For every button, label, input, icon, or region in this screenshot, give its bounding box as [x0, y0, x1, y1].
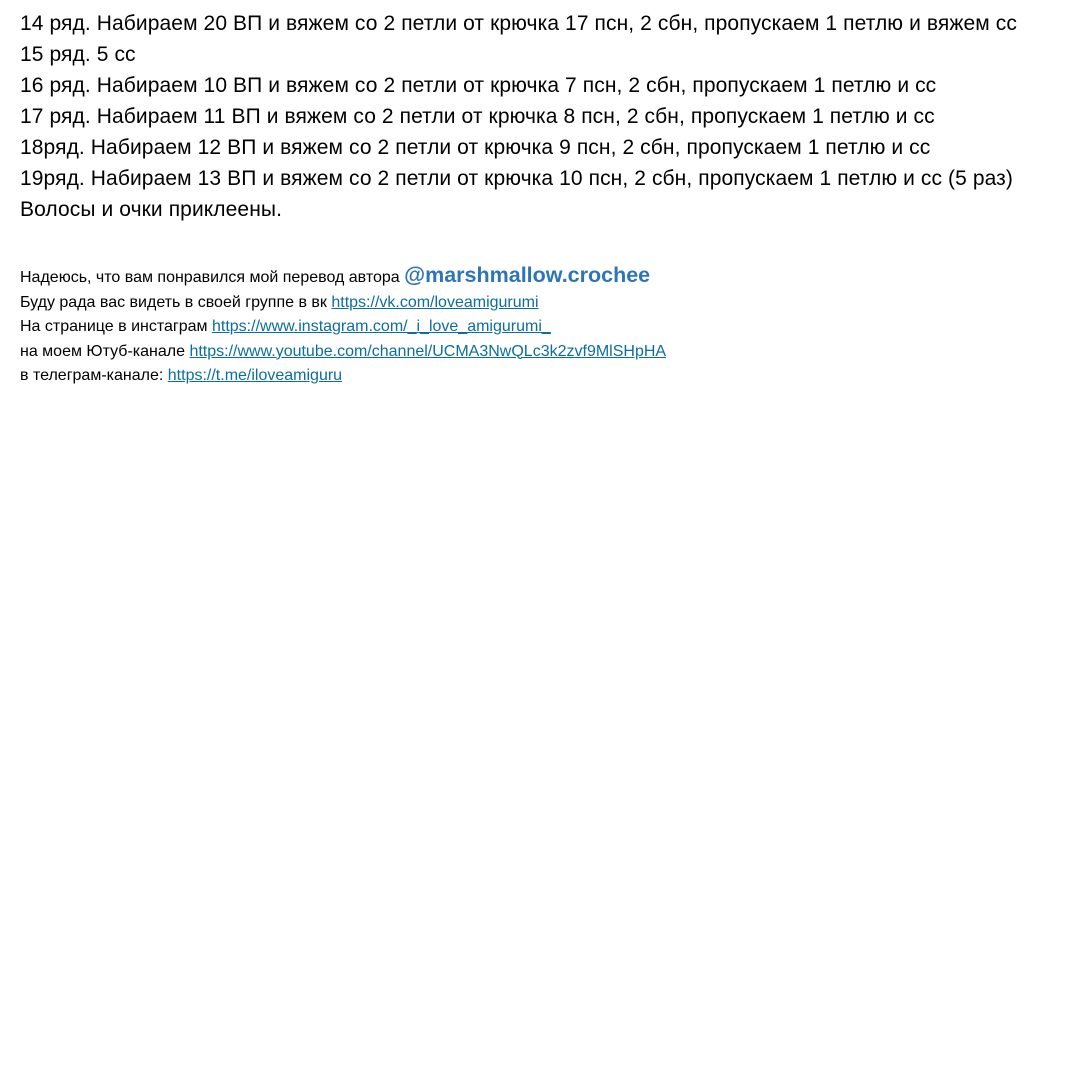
credit-youtube-line: [20, 340, 1070, 365]
credit-intro-text: Надеюсь, что вам понравился мой перевод автора: [20, 269, 400, 286]
youtube-label: на моем Ютуб-канале: [20, 342, 185, 360]
author-handle: @marshmallow.crochee: [404, 263, 651, 287]
pattern-row-14: 14 ряд. Набираем 20 ВП и вяжем со 2 петли от крючка 17 псн, 2 сбн, пропускаем 1 петлю и вяжем сс: [20, 12, 1017, 35]
telegram-label: в телеграм-канале:: [20, 367, 164, 384]
document-page: [20, 8, 1070, 389]
telegram-link[interactable]: https://t.me/iloveamiguru: [167, 367, 343, 384]
instagram-label: На странице в инстаграм: [20, 318, 208, 335]
pattern-row-19: 19ряд. Набираем 13 ВП и вяжем со 2 петли от крючка 10 псн, 2 сбн, пропускаем 1 петлю и сс (5 раз): [20, 167, 1014, 190]
pattern-row-16: 16 ряд. Набираем 10 ВП и вяжем со 2 петли от крючка 7 псн, 2 сбн, пропускаем 1 петлю и сс: [20, 74, 937, 97]
pattern-final-note: Волосы и очки приклеены.: [20, 198, 283, 221]
credits-section: [20, 263, 1070, 389]
pattern-row-17: 17 ряд. Набираем 11 ВП и вяжем со 2 петли от крючка 8 псн, 2 сбн, пропускаем 1 петлю и сс: [20, 105, 935, 128]
youtube-link[interactable]: https://www.youtube.com/channel/UCMA3NwQLc3k2zvf9MlSHpHA: [189, 342, 667, 360]
pattern-instructions: [20, 8, 1070, 225]
credit-instagram-line: [20, 315, 1070, 340]
pattern-row-18: 18ряд. Набираем 12 ВП и вяжем со 2 петли от крючка 9 псн, 2 сбн, пропускаем 1 петлю и сс: [20, 136, 931, 159]
vk-link[interactable]: https://vk.com/loveamigurumi: [331, 293, 539, 311]
credit-intro-line: [20, 263, 1070, 291]
credit-telegram-line: [20, 364, 1070, 389]
credit-vk-line: [20, 291, 1070, 316]
pattern-row-15: 15 ряд. 5 сс: [20, 43, 136, 66]
instagram-link[interactable]: https://www.instagram.com/_i_love_amigurumi_: [211, 318, 551, 335]
vk-label: Буду рада вас видеть в своей группе в вк: [20, 293, 327, 311]
